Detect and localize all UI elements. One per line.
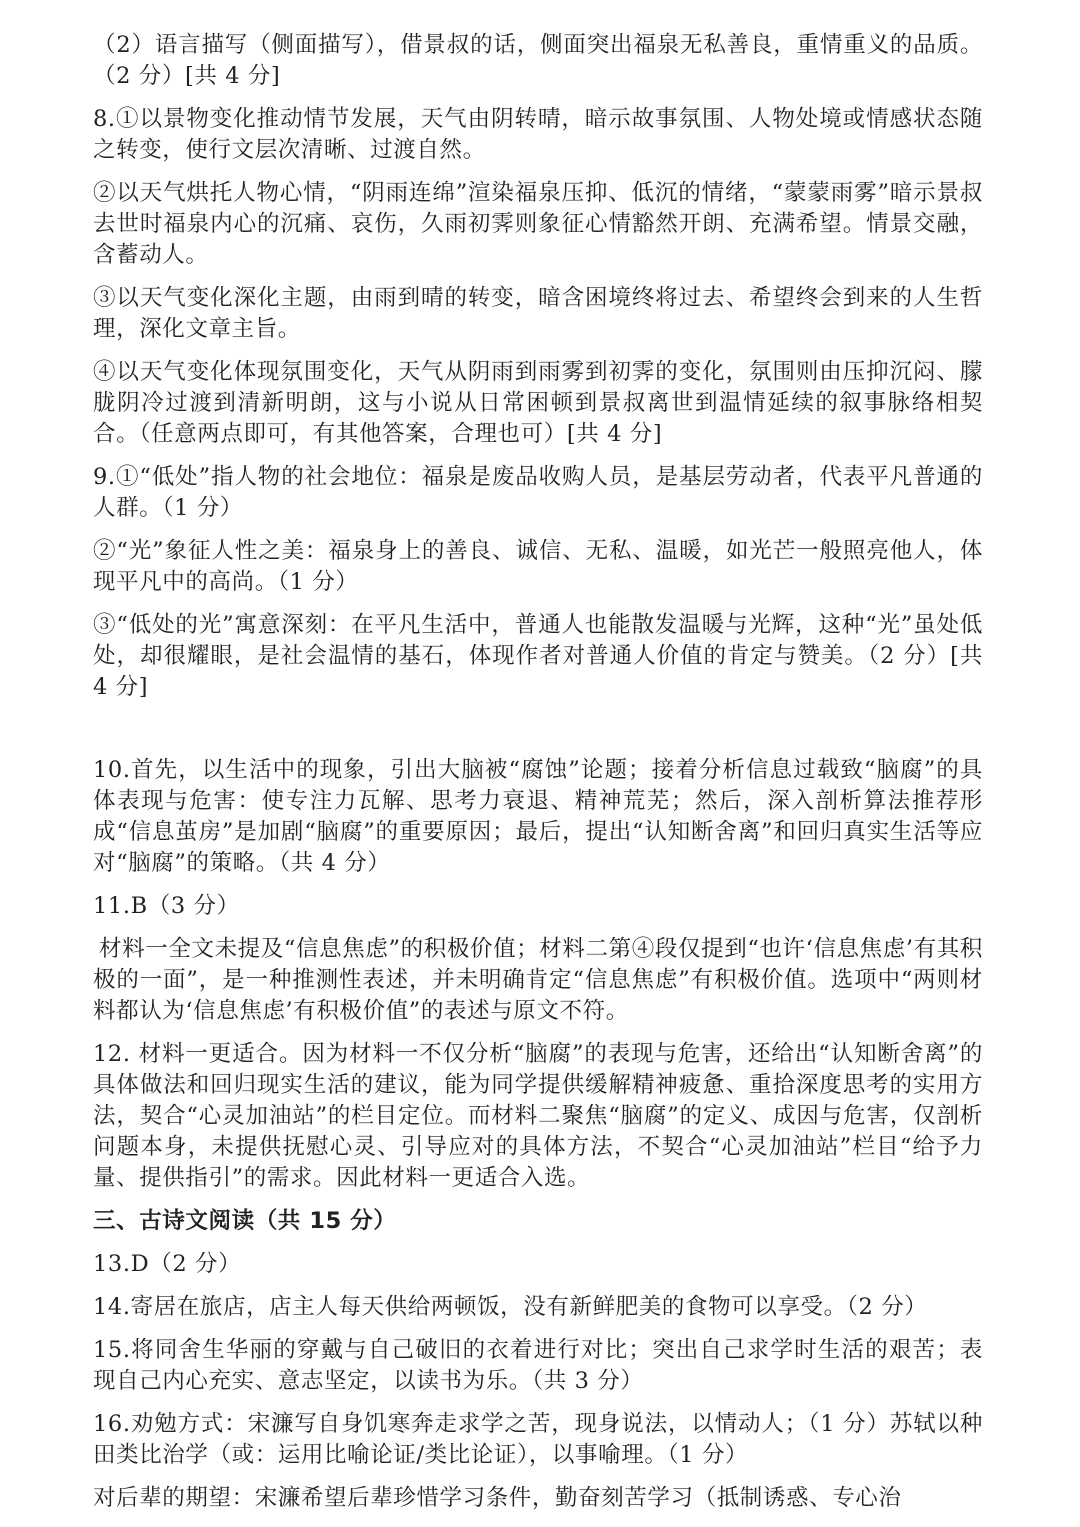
answer-8-point-3: ③以天气变化深化主题，由雨到晴的转变，暗含困境终将过去、希望终会到来的人生哲理，深化文章主旨。 xyxy=(93,285,983,342)
answer-8-point-2: ②以天气烘托人物心情，“阴雨连绵”渲染福泉压抑、低沉的情绪，“蒙蒙雨雾”暗示景叔去世时福泉内心的沉痛、哀伤，久雨初霁则象征心情豁然开朗、充满希望。情景交融，含蓄动人。 xyxy=(93,180,983,268)
answer-9-point-2: ②“光”象征人性之美：福泉身上的善良、诚信、无私、温暖，如光芒一般照亮他人，体现平凡中的高尚。（1 分） xyxy=(93,538,983,595)
answer-7-2-paragraph: （2）语言描写（侧面描写），借景叔的话，侧面突出福泉无私善良，重情重义的品质。（2 分）[共 4 分] xyxy=(93,32,983,89)
answer-10-paragraph: 10.首先，以生活中的现象，引出大脑被“腐蚀”论题；接着分析信息过载致“脑腐”的具体表现与危害：使专注力瓦解、思考力衰退、精神荒芜；然后，深入剖析算法推荐形成“信息茧房”是加剧“脑腐”的重要原因；最后，提出“认知断舍离”和回归真实生活等应对“脑腐”的策略。（共 4 分） xyxy=(93,757,983,876)
answer-16-expectation: 对后辈的期望：宋濂希望后辈珍惜学习条件，勤奋刻苦学习（抵制诱惑、专心治 xyxy=(93,1485,902,1511)
answer-11-explanation: 材料一全文未提及“信息焦虑”的积极价值；材料二第④段仅提到“也许‘信息焦虑’有其积极的一面”，是一种推测性表述，并未明确肯定“信息焦虑”有积极价值。选项中“两则材料都认为‘信息焦虑’有积极价值”的表述与原文不符。 xyxy=(93,936,983,1024)
answer-12-paragraph: 12. 材料一更适合。因为材料一不仅分析“脑腐”的表现与危害，还给出“认知断舍离”的具体做法和回归现实生活的建议，能为同学提供缓解精神疲惫、重拾深度思考的实用方法，契合“心灵加油站”的栏目定位。而材料二聚焦“脑腐”的定义、成因与危害，仅剖析问题本身，未提供抚慰心灵、引导应对的具体方法，不契合“心灵加油站”栏目“给予力量、提供指引”的需求。因此材料一更适合入选。 xyxy=(93,1041,983,1191)
answer-16-method: 16.劝勉方式：宋濂写自身饥寒奔走求学之苦，现身说法，以情动人；（1 分）苏轼以种田类比治学（或：运用比喻论证/类比论证），以事喻理。（1 分） xyxy=(93,1411,983,1468)
section-heading-classical-reading: 三、古诗文阅读（共 15 分） xyxy=(93,1208,397,1234)
answer-9-point-3: ③“低处的光”寓意深刻：在平凡生活中，普通人也能散发温暖与光辉，这种“光”虽处低处，却很耀眼，是社会温情的基石，体现作者对普通人价值的肯定与赞美。（2 分）[共 4 分] xyxy=(93,612,983,700)
answer-9-point-1: 9.①“低处”指人物的社会地位：福泉是废品收购人员，是基层劳动者，代表平凡普通的人群。（1 分） xyxy=(93,464,983,521)
answer-8-point-4: ④以天气变化体现氛围变化，天气从阴雨到雨雾到初霁的变化，氛围则由压抑沉闷、朦胧阴冷过渡到清新明朗，这与小说从日常困顿到景叔离世到温情延续的叙事脉络相契合。（任意两点即可，有其他答案，合理也可）[共 4 分] xyxy=(93,359,983,447)
answer-8-point-1: 8.①以景物变化推动情节发展，天气由阴转晴，暗示故事氛围、人物处境或情感状态随之转变，使行文层次清晰、过渡自然。 xyxy=(93,106,983,163)
answer-14-translation: 14.寄居在旅店，店主人每天供给两顿饭，没有新鲜肥美的食物可以享受。（2 分） xyxy=(93,1294,928,1320)
answer-13-choice: 13.D（2 分） xyxy=(93,1251,242,1277)
answer-11-choice: 11.B（3 分） xyxy=(93,893,240,919)
answer-key-page xyxy=(93,30,983,1526)
answer-15-paragraph: 15.将同舍生华丽的穿戴与自己破旧的衣着进行对比；突出自己求学时生活的艰苦；表现自己内心充实、意志坚定，以读书为乐。（共 3 分） xyxy=(93,1337,983,1394)
